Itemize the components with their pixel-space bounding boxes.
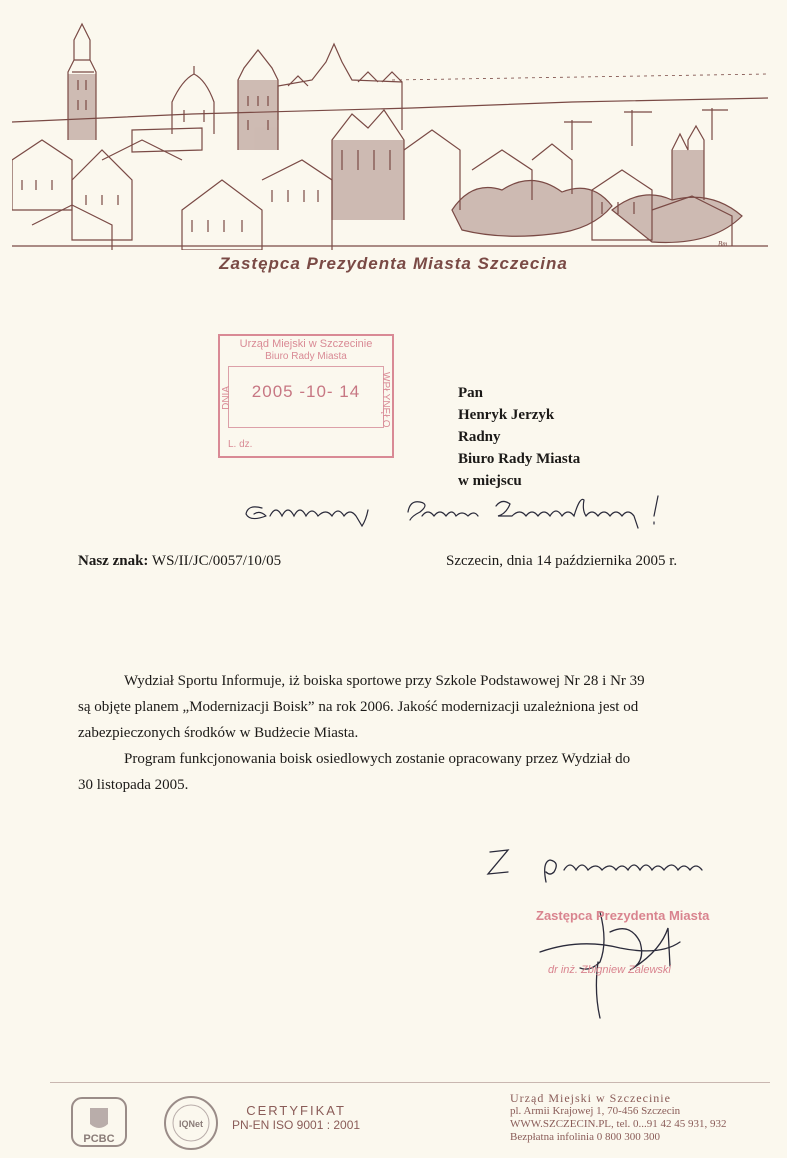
received-stamp: [218, 334, 394, 458]
body-line: zabezpieczonych środków w Budżecie Miasta.: [78, 725, 359, 741]
place-date: Szczecin, dnia 14 października 2005 r.: [446, 553, 678, 569]
certificate-title: CERTYFIKAT: [246, 1103, 346, 1118]
certificate-block: [232, 1104, 360, 1132]
city-panorama-drawing: [12, 10, 768, 250]
body-line: są objęte planem „Modernizacji Boisk” na rok 2006. Jakość modernizacji uzależniona jest od: [78, 699, 639, 715]
iqnet-emblem-icon: [162, 1094, 220, 1152]
reference-line: [78, 553, 281, 570]
iqnet-logo-label: IQNet: [178, 1119, 204, 1129]
signature-area: [480, 842, 740, 1022]
stamp-date: 2005 -10- 14: [251, 382, 361, 401]
stamp-department-line: Biuro Rady Miasta: [265, 351, 347, 362]
signatory-name-stamp: dr inż. Zbigniew Zalewski: [548, 964, 671, 976]
reference-label: Nasz znak:: [78, 553, 149, 569]
pcbc-logo: [68, 1094, 130, 1150]
office-contact-block: [510, 1092, 727, 1144]
body-line: Wydział Sportu Informuje, iż boiska sportowe przy Szkole Podstawowej Nr 28 i Nr 39: [124, 673, 645, 689]
stamp-office-line: Urząd Miejski w Szczecinie: [239, 338, 373, 350]
letterhead-title: Zastępca Prezydenta Miasta Szczecina: [219, 254, 568, 273]
stamp-side-right: WPŁYNĘŁO: [380, 372, 391, 428]
addressee-line: Henryk Jerzyk: [458, 407, 555, 423]
body-line: Program funkcjonowania boisk osiedlowych zostanie opracowany przez Wydział do: [124, 751, 631, 767]
body-paragraph-2: [78, 746, 718, 772]
addressee-line: Pan: [458, 385, 484, 401]
addressee-line: w miejscu: [458, 473, 522, 489]
salutation-handwriting: [240, 486, 680, 536]
addressee-line: Biuro Rady Miasta: [458, 451, 581, 467]
letter-body: [78, 668, 718, 798]
stamp-footer: L. dz.: [228, 439, 253, 450]
office-web-phone: WWW.SZCZECIN.PL, tel. 0...91 42 45 931, 932: [510, 1118, 727, 1130]
pcbc-emblem-icon: [68, 1094, 130, 1150]
iqnet-logo: [162, 1094, 220, 1152]
stamp-side-left: DNIA: [221, 386, 232, 410]
addressee-line: Radny: [458, 429, 501, 445]
city-panorama-illustration: [12, 10, 768, 250]
footer-divider: [50, 1082, 770, 1083]
office-infolinia: Bezpłatna infolinia 0 800 300 300: [510, 1131, 660, 1143]
body-paragraph-1: [78, 668, 718, 694]
office-address: pl. Armii Krajowej 1, 70-456 Szczecin: [510, 1105, 681, 1117]
signature-handwriting: [480, 842, 740, 1022]
office-name: Urząd Miejski w Szczecinie: [510, 1091, 671, 1105]
handwritten-salutation: [240, 486, 680, 536]
illustration-signature: Bm: [718, 240, 728, 248]
body-line: 30 listopada 2005.: [78, 777, 189, 793]
pcbc-logo-label: PCBC: [83, 1133, 115, 1145]
addressee-block: [458, 382, 580, 492]
reference-number: WS/II/JC/0057/10/05: [151, 553, 282, 569]
signatory-title-stamp: Zastępca Prezydenta Miasta: [536, 908, 710, 923]
certificate-norm: PN-EN ISO 9001 : 2001: [232, 1118, 361, 1132]
